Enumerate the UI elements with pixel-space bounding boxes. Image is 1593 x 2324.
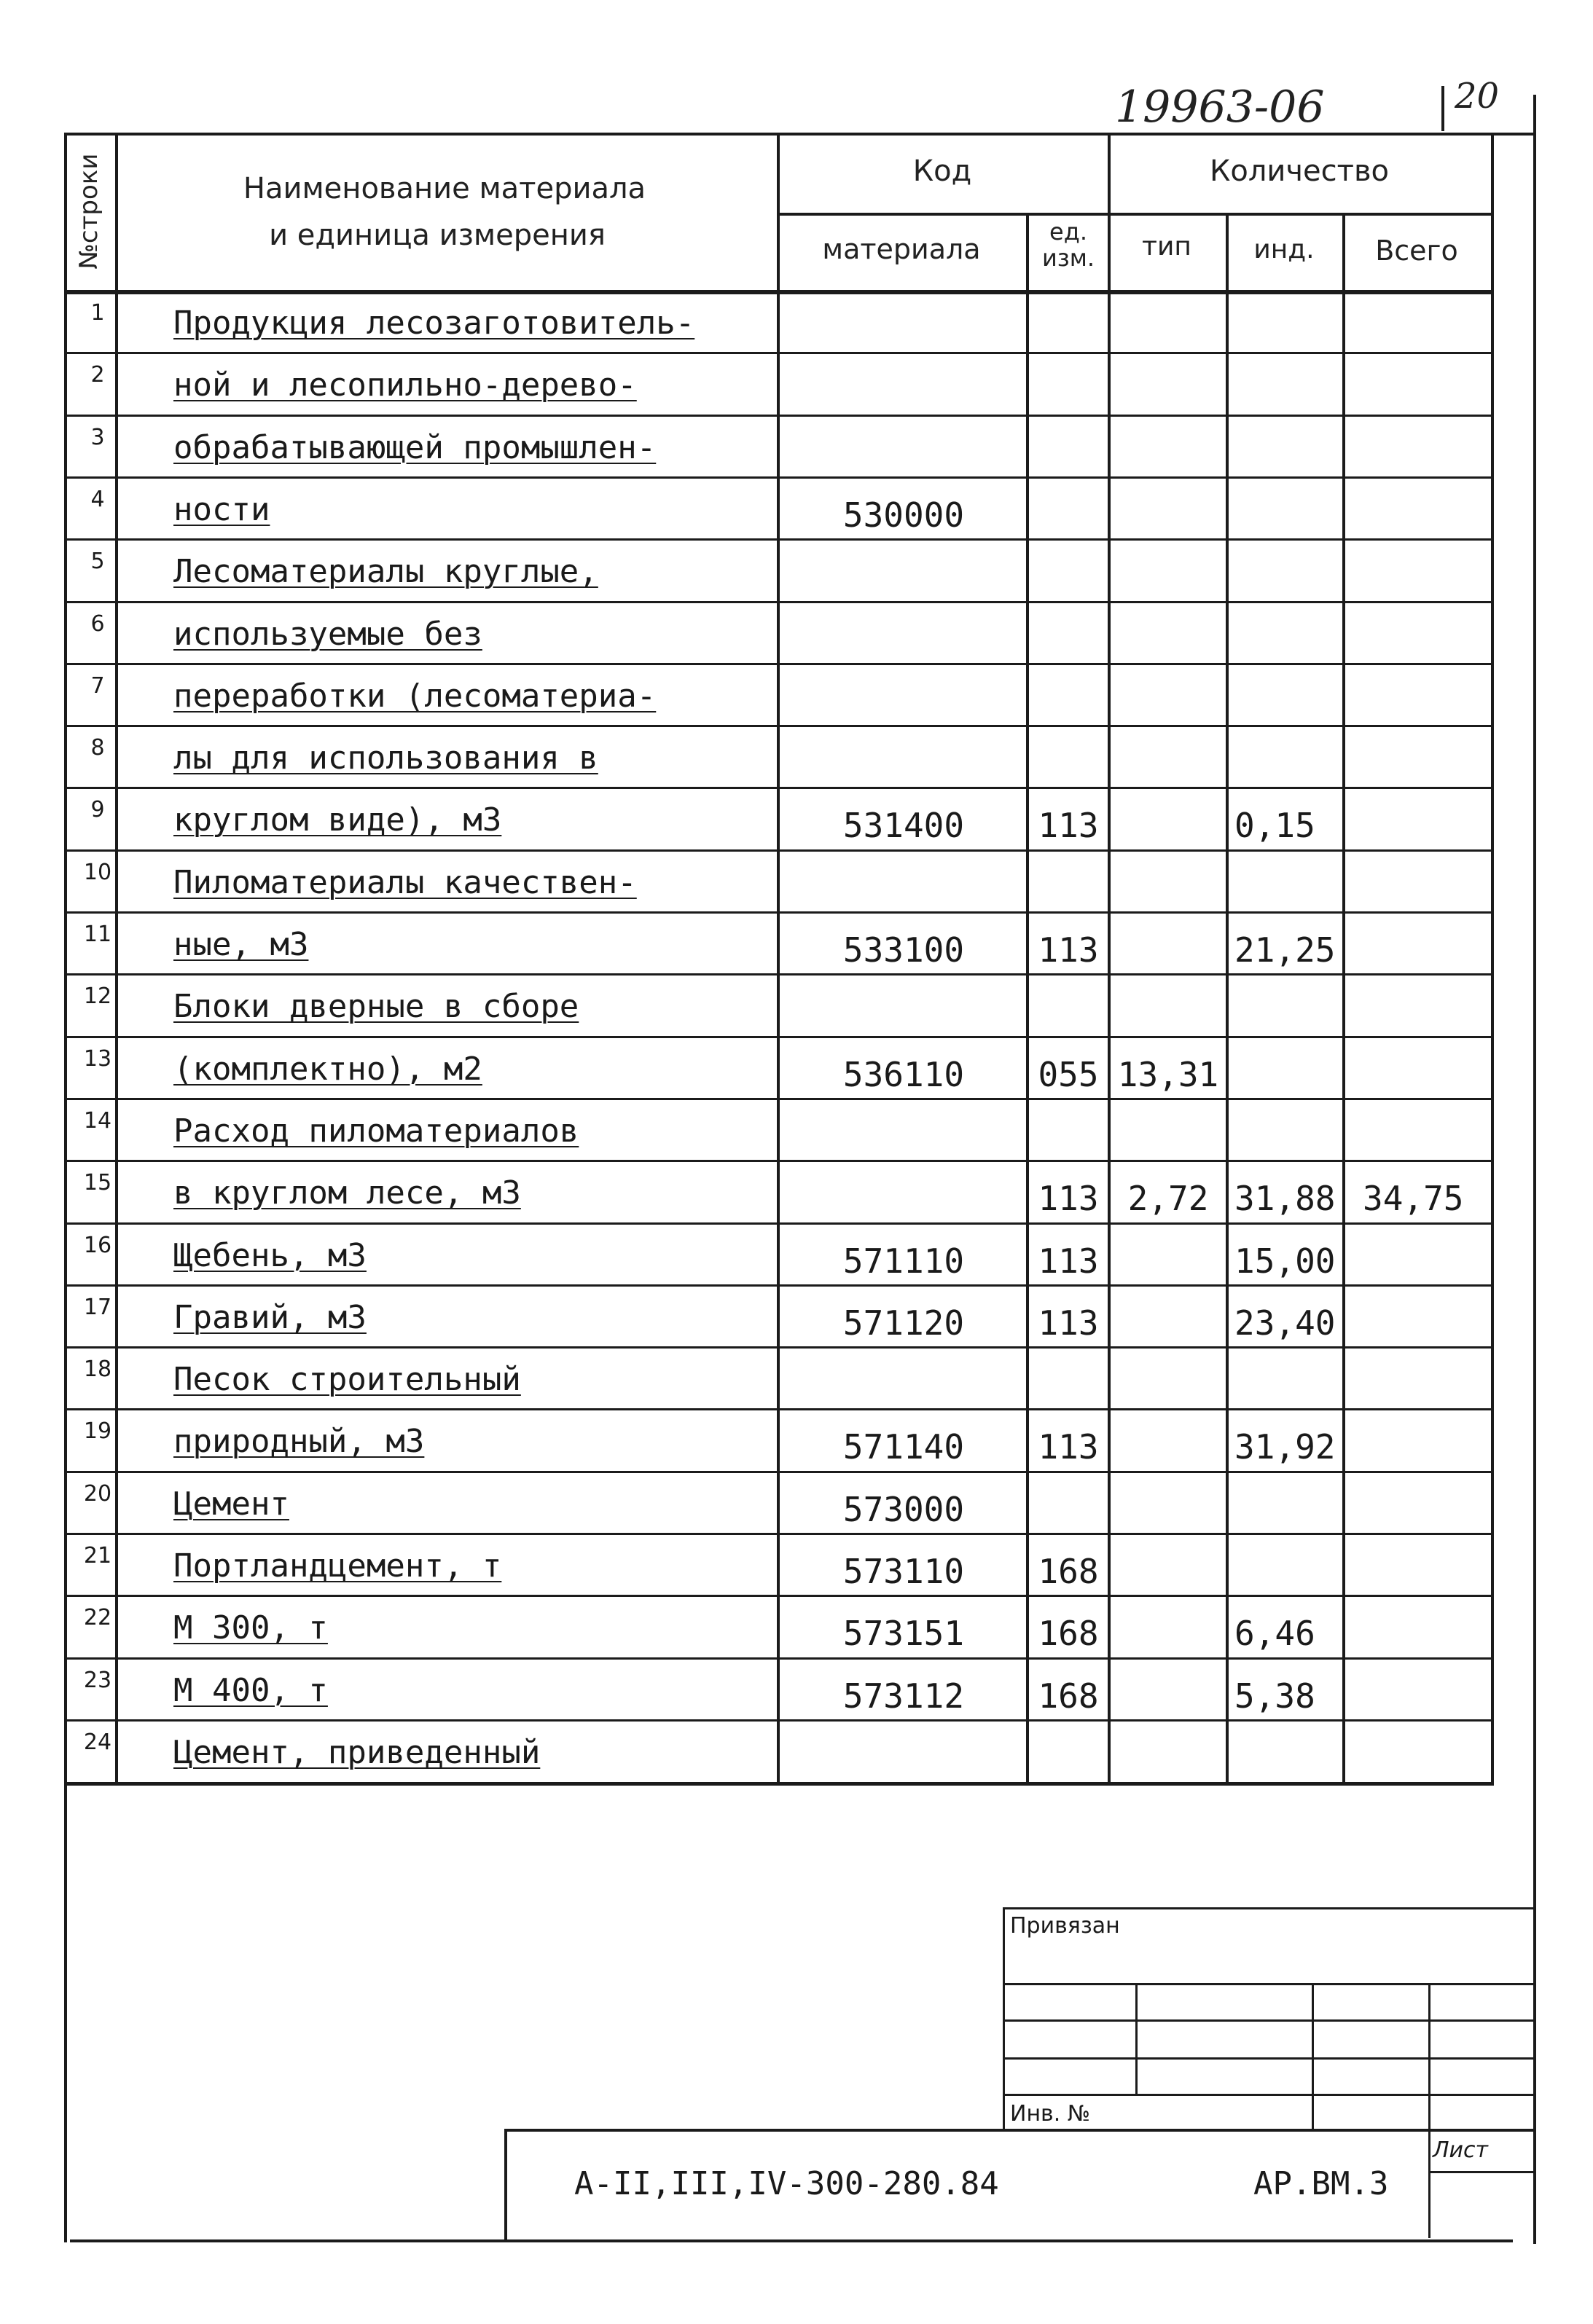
- quantity-ind: 0,15: [1234, 806, 1315, 846]
- table-row: [0, 1533, 1593, 1595]
- row-number: 9: [90, 797, 105, 823]
- table-row: [0, 1036, 1593, 1098]
- table-row: [0, 1160, 1593, 1222]
- row-number: 2: [90, 362, 105, 388]
- row-divider: [64, 1284, 1494, 1287]
- unit-code: 113: [1038, 806, 1099, 846]
- material-name: в круглом лесе, м3: [173, 1174, 521, 1212]
- row-divider: [64, 1098, 1494, 1100]
- table-row: [0, 973, 1593, 1035]
- stamp-attached-label: Привязан: [1010, 1913, 1120, 1939]
- material-name: Блоки дверные в сборе: [173, 988, 579, 1026]
- row-number: 1: [90, 300, 105, 326]
- row-divider: [64, 538, 1494, 541]
- material-name: Щебень, м3: [173, 1236, 367, 1274]
- row-number: 22: [83, 1605, 112, 1631]
- material-name: Гравий, м3: [173, 1298, 367, 1336]
- code-material-header: материала: [822, 233, 981, 265]
- material-name: Расход пиломатериалов: [173, 1112, 579, 1150]
- row-divider: [64, 1036, 1494, 1038]
- row-divider: [64, 663, 1494, 665]
- table-row: [0, 290, 1593, 352]
- stamp-section: АР.ВМ.3: [1253, 2165, 1389, 2202]
- material-name: используемые без: [173, 615, 482, 653]
- material-code: 531400: [842, 806, 965, 846]
- table-row: [0, 1657, 1593, 1719]
- table-row: [0, 415, 1593, 476]
- quantity-ind-header: инд.: [1253, 235, 1315, 264]
- frame-bottom-edge: [70, 2239, 1513, 2242]
- material-name: Цемент, приведенный: [173, 1733, 541, 1771]
- material-code: 573151: [842, 1614, 965, 1654]
- quantity-type: 13,31: [1117, 1054, 1219, 1094]
- row-divider: [64, 787, 1494, 789]
- row-number: 20: [83, 1480, 112, 1507]
- material-name: переработки (лесоматериа-: [173, 677, 657, 715]
- material-name: Пиломатериалы качествен-: [173, 863, 637, 901]
- stamp-designation: А-II,III,IV-300-280.84: [574, 2165, 999, 2202]
- row-number: 21: [83, 1543, 112, 1569]
- unit-code: 055: [1038, 1054, 1099, 1094]
- quantity-header: Количество: [1209, 154, 1389, 188]
- material-code: 536110: [842, 1054, 965, 1094]
- material-name: ной и лесопильно-дерево-: [173, 366, 637, 404]
- row-number: 24: [83, 1729, 112, 1755]
- row-number: 17: [83, 1294, 112, 1320]
- row-divider: [64, 601, 1494, 603]
- material-name: Портландцемент, т: [173, 1547, 502, 1585]
- material-name: лы для использования в: [173, 739, 598, 777]
- row-divider: [64, 415, 1494, 417]
- row-number: 12: [83, 984, 112, 1010]
- material-code: 571140: [842, 1427, 965, 1467]
- row-number: 3: [90, 424, 105, 450]
- material-name: М 400, т: [173, 1671, 328, 1709]
- table-row: [0, 538, 1593, 600]
- table-row: [0, 601, 1593, 663]
- quantity-ind: 5,38: [1234, 1676, 1315, 1716]
- unit-code: 113: [1038, 1303, 1099, 1343]
- page-mark-divider: [1441, 86, 1444, 131]
- unit-code: 113: [1038, 1179, 1099, 1219]
- material-code: 573000: [842, 1489, 965, 1529]
- row-number: 7: [90, 672, 105, 699]
- material-name: Продукция лесозаготовитель-: [173, 305, 695, 342]
- table-row: [0, 1284, 1593, 1346]
- quantity-ind: 23,40: [1234, 1303, 1336, 1343]
- table-row: [0, 1098, 1593, 1160]
- row-number: 15: [83, 1170, 112, 1196]
- material-name: Цемент: [173, 1485, 289, 1523]
- row-divider: [64, 973, 1494, 975]
- quantity-total: 34,75: [1363, 1179, 1464, 1219]
- row-number: 10: [83, 859, 112, 885]
- unit-code: 168: [1038, 1552, 1099, 1591]
- row-divider: [64, 911, 1494, 914]
- row-number: 5: [90, 549, 105, 575]
- table-row: [0, 1408, 1593, 1470]
- quantity-ind: 21,25: [1234, 930, 1336, 970]
- material-code: 573110: [842, 1552, 965, 1591]
- row-divider: [64, 1346, 1494, 1349]
- table-row: [0, 849, 1593, 911]
- table-row: [0, 476, 1593, 538]
- row-divider: [64, 352, 1494, 354]
- row-number: 14: [83, 1107, 112, 1134]
- unit-code: 168: [1038, 1614, 1099, 1654]
- table-row: [0, 725, 1593, 787]
- table-row: [0, 911, 1593, 973]
- row-number: 18: [83, 1357, 112, 1383]
- material-name: Песок строительный: [173, 1361, 521, 1399]
- material-name: (комплектно), м2: [173, 1050, 482, 1088]
- row-divider: [64, 1595, 1494, 1597]
- row-divider: [64, 1222, 1494, 1225]
- material-name: Лесоматериалы круглые,: [173, 553, 598, 591]
- unit-code: 113: [1038, 1427, 1099, 1467]
- quantity-ind: 31,92: [1234, 1427, 1336, 1467]
- quantity-type: 2,72: [1127, 1179, 1209, 1219]
- material-code: 573112: [842, 1676, 965, 1716]
- code-unit-header: ед. изм.: [1041, 218, 1095, 272]
- table-row: [0, 1719, 1593, 1781]
- row-divider: [64, 1471, 1494, 1473]
- name-header-line2: и единица измерения: [269, 219, 606, 252]
- table-row: [0, 352, 1593, 414]
- table-bottom-line: [64, 1782, 1494, 1786]
- row-number: 16: [83, 1232, 112, 1258]
- unit-code: 113: [1038, 930, 1099, 970]
- row-divider: [64, 1533, 1494, 1535]
- material-name: природный, м3: [173, 1423, 425, 1461]
- material-name: круглом виде), м3: [173, 801, 502, 839]
- document-number: 19963-06: [1115, 82, 1325, 133]
- stamp-sheet-label: Лист: [1433, 2137, 1489, 2163]
- quantity-ind: 31,88: [1234, 1179, 1336, 1219]
- unit-code: 113: [1038, 1241, 1099, 1281]
- row-divider: [64, 476, 1494, 479]
- row-number: 11: [83, 922, 112, 947]
- row-divider: [64, 725, 1494, 727]
- material-code: 533100: [842, 930, 965, 970]
- row-divider: [64, 1408, 1494, 1410]
- row-number-header: №строки: [74, 153, 103, 270]
- row-number: 8: [90, 735, 105, 761]
- row-number: 6: [90, 611, 105, 637]
- row-number: 13: [83, 1045, 112, 1072]
- table-row: [0, 1222, 1593, 1284]
- row-divider: [64, 849, 1494, 852]
- table-row: [0, 787, 1593, 849]
- material-name: М 300, т: [173, 1609, 328, 1647]
- table-row: [0, 1471, 1593, 1533]
- unit-code: 168: [1038, 1676, 1099, 1716]
- stamp-inventory-label: Инв. №: [1010, 2101, 1091, 2127]
- quantity-ind: 15,00: [1234, 1241, 1336, 1281]
- material-code: 571120: [842, 1303, 965, 1343]
- quantity-ind: 6,46: [1234, 1614, 1315, 1654]
- table-row: [0, 663, 1593, 725]
- table-row: [0, 1346, 1593, 1408]
- material-code: 530000: [842, 495, 965, 535]
- table-row: [0, 1595, 1593, 1657]
- material-name: обрабатывающей промышлен-: [173, 428, 657, 466]
- row-number: 23: [83, 1667, 112, 1693]
- code-header: Код: [912, 154, 972, 188]
- row-divider: [64, 1719, 1494, 1722]
- row-number: 19: [83, 1418, 112, 1445]
- row-number: 4: [90, 486, 105, 512]
- material-name: ности: [173, 490, 270, 528]
- page-mark: 20: [1455, 76, 1500, 117]
- row-divider: [64, 1657, 1494, 1660]
- name-header-line1: Наименование материала: [243, 172, 646, 205]
- row-divider: [64, 1160, 1494, 1162]
- quantity-type-header: тип: [1142, 232, 1191, 262]
- quantity-total-header: Всего: [1375, 235, 1458, 267]
- material-name: ные, м3: [173, 926, 309, 963]
- material-code: 571110: [842, 1241, 965, 1281]
